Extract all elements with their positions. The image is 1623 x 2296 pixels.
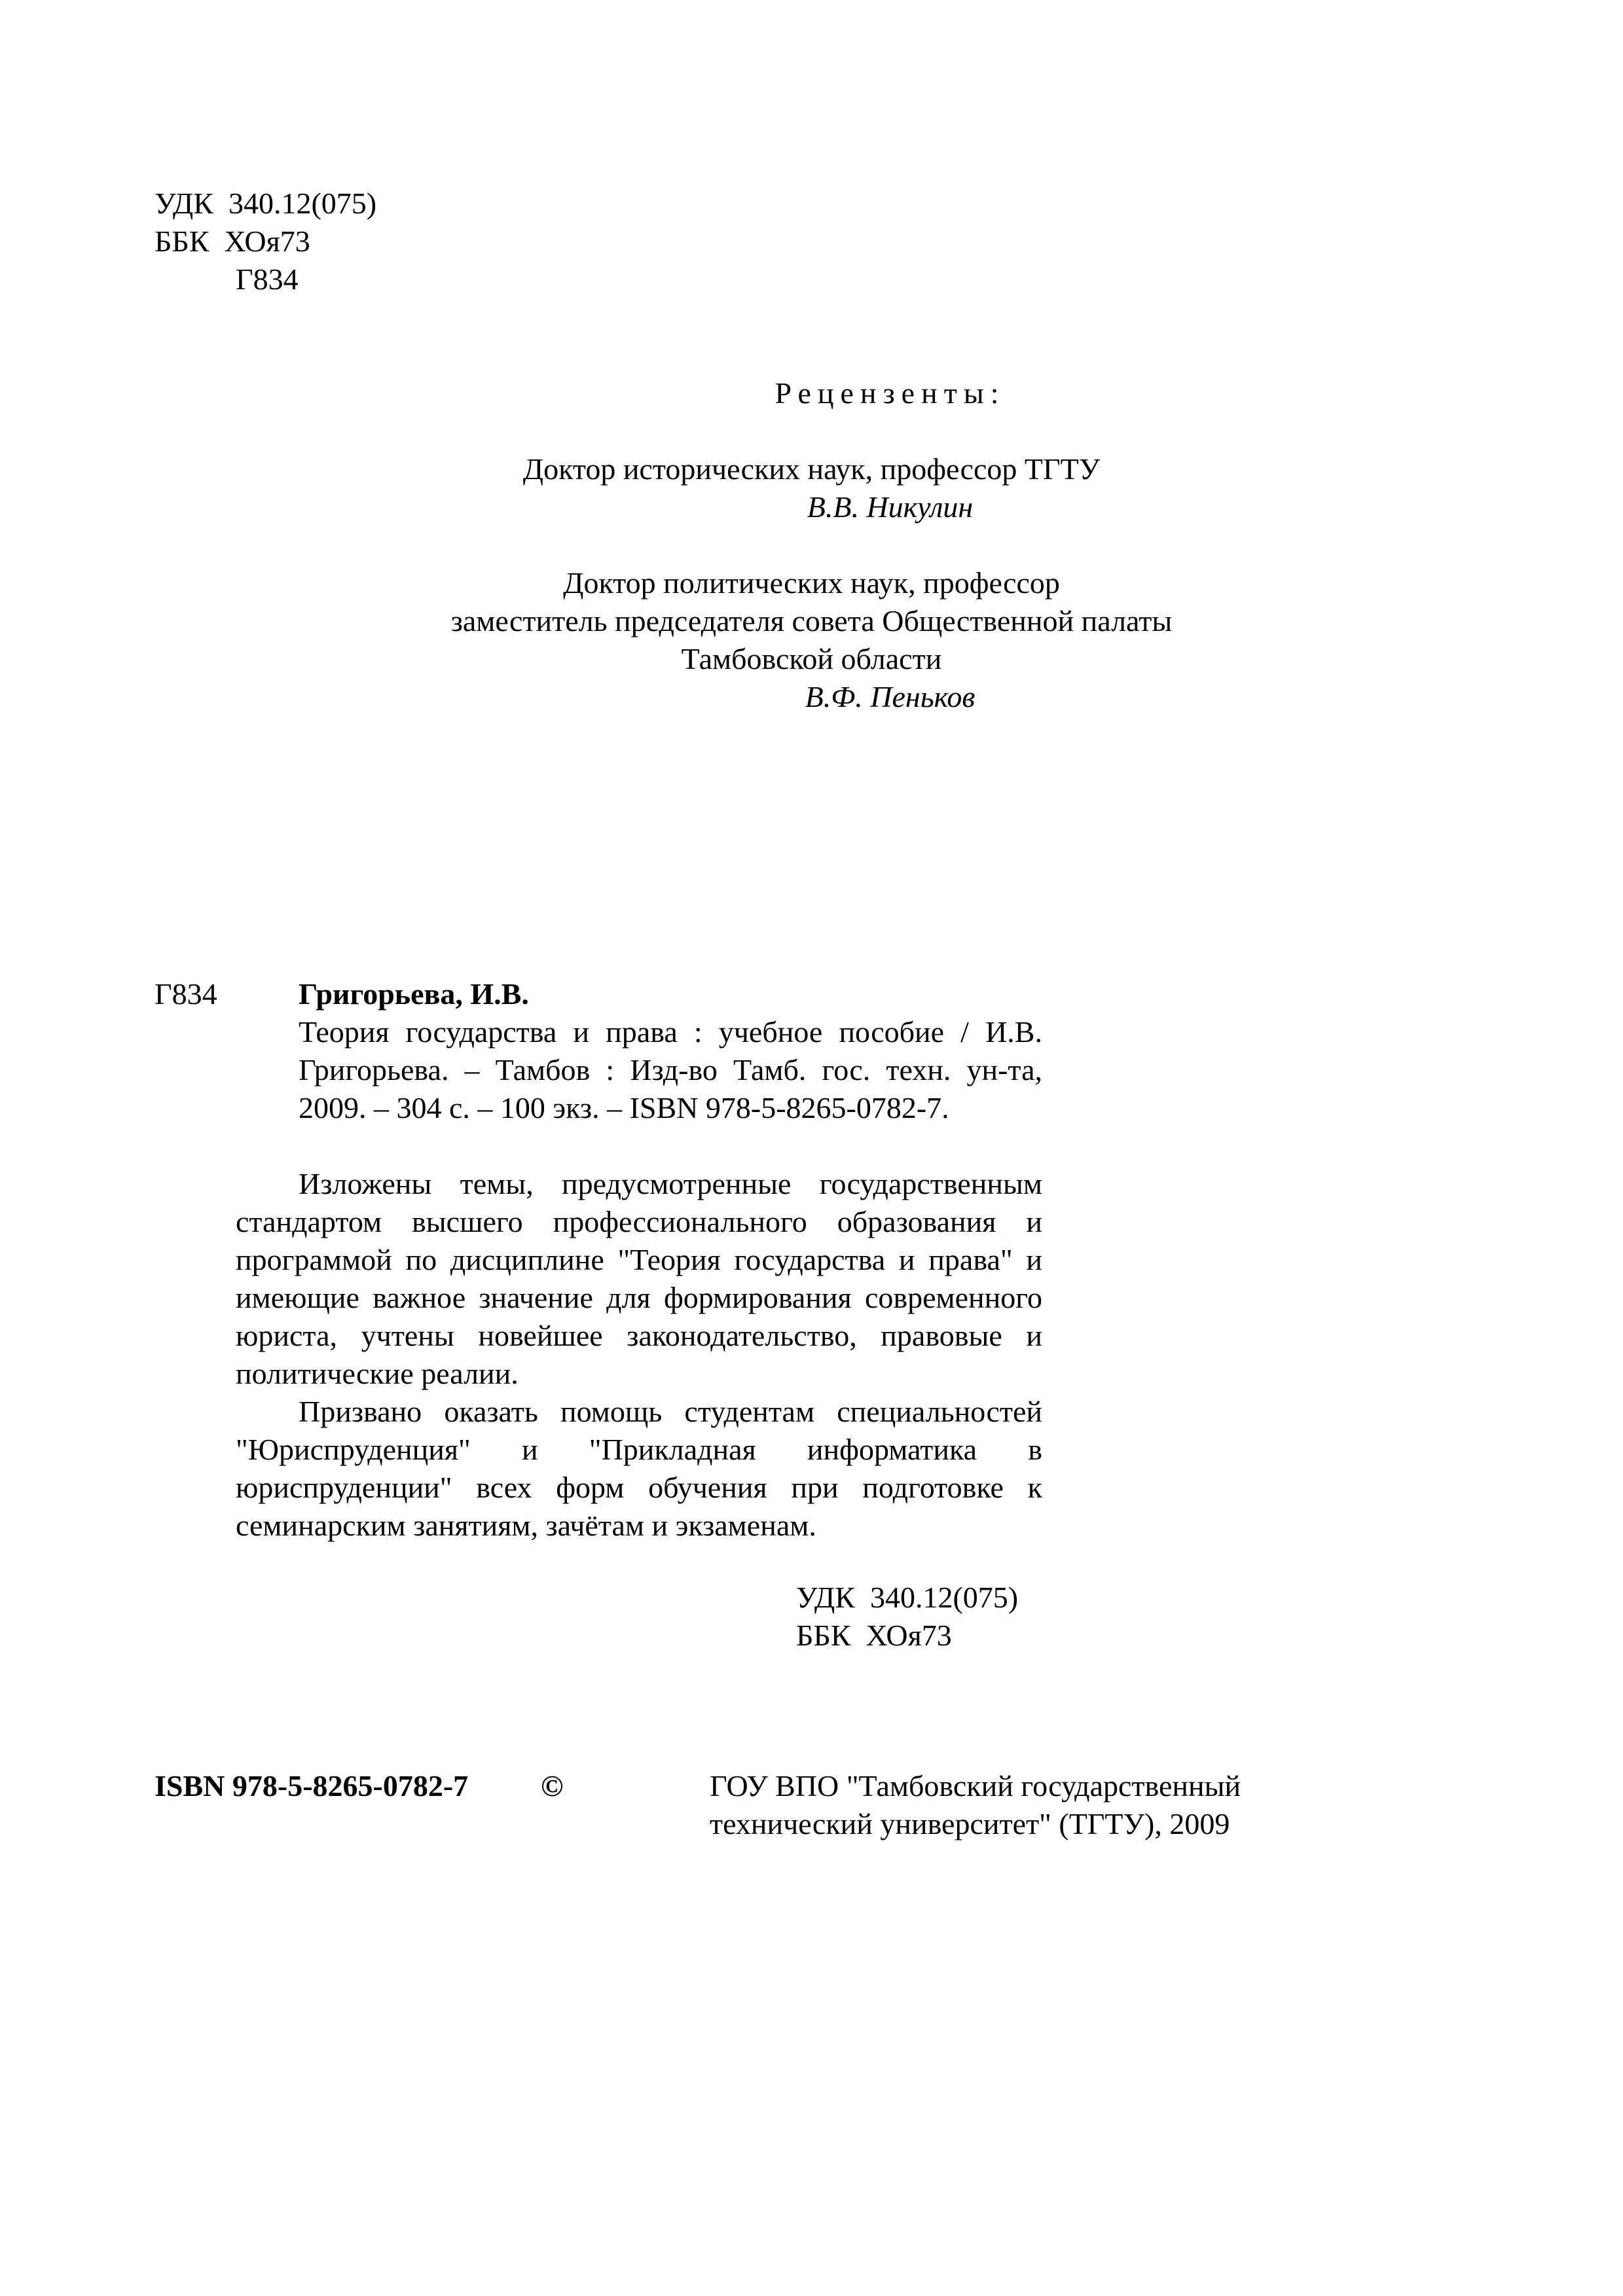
reviewers-heading xyxy=(0,374,1623,412)
reviewer-2-name-text: В.Ф. Пеньков xyxy=(805,680,976,713)
bottom-udk: УДК 340.12(075) xyxy=(796,1581,1019,1614)
annotation-paragraph-1: Изложены темы, предусмотренные государственным стандартом высшего профессионального образования и программой по дисциплине "Теория государства и права" и имеющие важное значение для формирования современного юриста, учтены новейшее законодательство, правовые и политические реалии. xyxy=(236,1167,1042,1390)
reviewer-1-title: Доктор исторических наук, профессор ТГТУ xyxy=(522,452,1101,486)
reviewer-2-line-2: заместитель председателя совета Общественной палаты xyxy=(450,604,1173,637)
card-author: Григорьева, И.В. xyxy=(299,977,529,1011)
bottom-bbk: ББК ХОя73 xyxy=(796,1619,952,1652)
reviewer-2-name xyxy=(0,678,1623,716)
card-bibliographic-description: Теория государства и права : учебное пособие / И.В. Григорьева. – Тамбов : Изд-во Тамб. гос. техн. ун-та, 2009. – 304 с. – 100 экз. – ISBN 978-5-8265-0782-7. xyxy=(299,1015,1042,1124)
top-author-code: Г834 xyxy=(236,262,299,296)
reviewer-1-name xyxy=(0,488,1623,526)
reviewer-2-line-1: Доктор политических наук, профессор xyxy=(563,566,1060,600)
top-classification xyxy=(155,185,376,298)
isbn: ISBN 978-5-8265-0782-7 xyxy=(155,1769,469,1803)
reviewer-1 xyxy=(0,450,1623,526)
reviewers-heading-text: Рецензенты: xyxy=(775,376,1006,410)
publisher xyxy=(710,1767,1430,1843)
card-body xyxy=(299,975,1042,1127)
annotation-paragraph-2: Призвано оказать помощь студентам специальностей "Юриспруденция" и "Прикладная информатика в юриспруденции" всех форм обучения при подготовке к семинарским занятиям, зачётам и экзаменам. xyxy=(236,1395,1042,1542)
reviewer-2 xyxy=(0,564,1623,716)
reviewer-2-line-3: Тамбовской области xyxy=(681,642,942,675)
reviewer-1-name-text: В.В. Никулин xyxy=(807,490,974,524)
publisher-line-1: ГОУ ВПО "Тамбовский государственный xyxy=(710,1769,1241,1803)
top-udk: УДК 340.12(075) xyxy=(155,187,377,220)
top-bbk: ББК ХОя73 xyxy=(155,224,310,258)
card-author-code: Г834 xyxy=(155,977,217,1011)
publisher-line-2: технический университет" (ТГТУ), 2009 xyxy=(710,1807,1230,1840)
copyright-symbol: © xyxy=(541,1769,564,1803)
bottom-classification xyxy=(796,1579,1018,1655)
card-annotation xyxy=(236,1165,1042,1545)
